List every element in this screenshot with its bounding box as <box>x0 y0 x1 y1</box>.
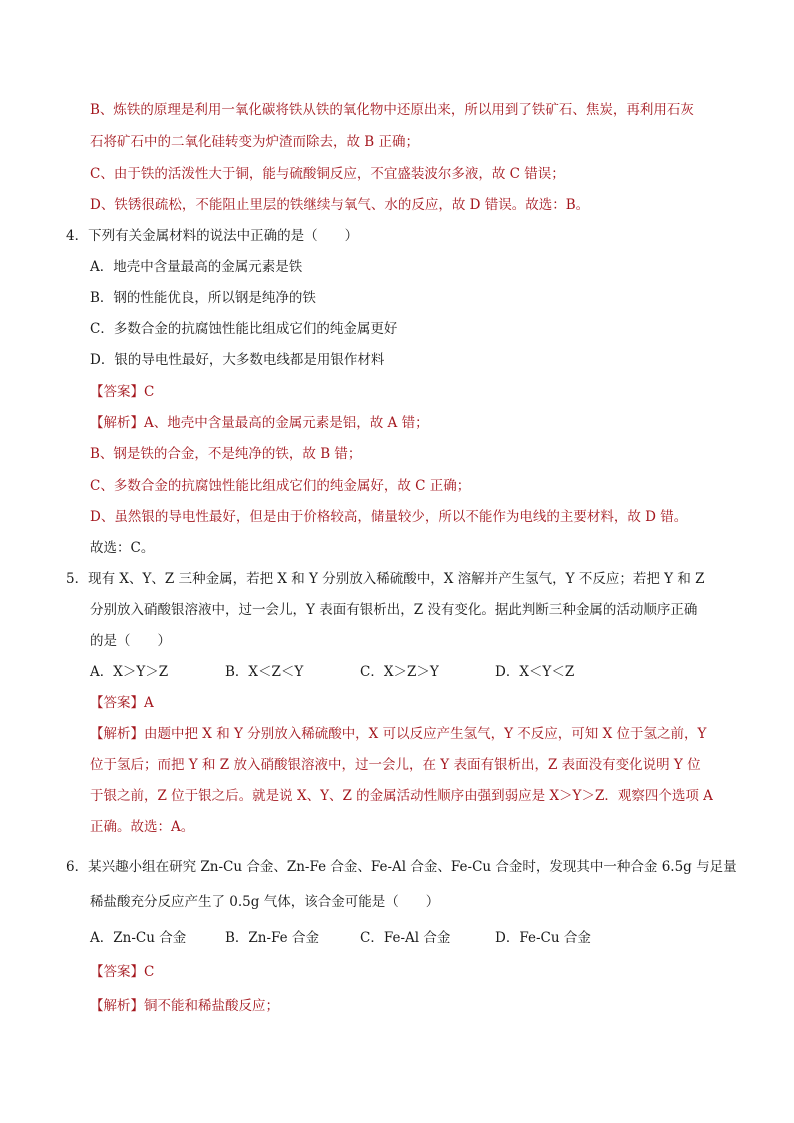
q3-analysis-b-line1: B、炼铁的原理是利用一氧化碳将铁从铁的氧化物中还原出来，所以用到了铁矿石、焦炭，再利用石灰 <box>90 102 694 118</box>
q5-stem-line: 5．现有 X、Y、Z 三种金属，若把 X 和 Y 分别放入稀硫酸中，X 溶解并产生氢气，Y 不反应；若把 Y 和 Z <box>66 571 705 587</box>
q4-analysis-line: B、钢是铁的合金，不是纯净的铁，故 B 错； <box>90 446 362 462</box>
q4-analysis-line: C、多数合金的抗腐蚀性能比组成它们的纯金属好，故 C 正确； <box>90 478 471 494</box>
q4-option-a: A．地壳中含量最高的金属元素是铁 <box>90 259 303 275</box>
q5-stem-line: 的是（ ） <box>90 633 171 649</box>
q5-analysis-line: 位于氢后；而把 Y 和 Z 放入硝酸银溶液中，过一会儿，在 Y 表面有银析出，Z 表面没有变化说明 Y 位 <box>90 757 701 773</box>
q6-option-b: B．Zn-Fe 合金 <box>225 930 319 946</box>
q6-answer: 【答案】C <box>90 964 155 980</box>
q5-answer: 【答案】A <box>90 695 154 711</box>
q6-analysis-line: 【解析】铜不能和稀盐酸反应； <box>90 998 279 1014</box>
q5-analysis-line: 于银之前，Z 位于银之后。就是说 X、Y、Z 的金属活动性顺序由强到弱应是 X＞Y＞Z．观察四个选项 A <box>90 788 713 804</box>
q6-stem-line: 6．某兴趣小组在研究 Zn-Cu 合金、Zn-Fe 合金、Fe-Al 合金、Fe-Cu 合金时，发现其中一种合金 6.5g 与足量 <box>66 859 737 875</box>
q6-option-a: A．Zn-Cu 合金 <box>90 930 187 946</box>
q4-analysis-line: 故选：C。 <box>90 540 155 556</box>
q4-option-b: B．钢的性能优良，所以钢是纯净的铁 <box>90 290 316 306</box>
q5-analysis-line: 正确。故选：A。 <box>90 819 195 835</box>
q5-analysis-line: 【解析】由题中把 X 和 Y 分别放入稀硫酸中，X 可以反应产生氢气，Y 不反应，可知 X 位于氢之前，Y <box>90 726 707 742</box>
q4-stem: 4．下列有关金属材料的说法中正确的是（ ） <box>66 228 359 244</box>
q3-analysis-c: C、由于铁的活泼性大于铜，能与硫酸铜反应，不宜盛装波尔多液，故 C 错误； <box>90 166 565 182</box>
q6-options-row <box>90 928 591 948</box>
q4-analysis-line: D、虽然银的导电性最好，但是由于价格较高，储量较少，所以不能作为电线的主要材料，故 D 错。 <box>90 509 688 525</box>
q4-option-c: C．多数合金的抗腐蚀性能比组成它们的纯金属更好 <box>90 321 398 337</box>
q5-option-b: B．X＜Z＜Y <box>225 664 304 680</box>
q4-answer: 【答案】C <box>90 384 155 400</box>
q6-option-c: C．Fe-Al 合金 <box>360 930 451 946</box>
q5-option-a: A．X＞Y＞Z <box>90 664 169 680</box>
q3-analysis-b-line2: 石将矿石中的二氧化硅转变为炉渣而除去，故 B 正确； <box>90 134 420 150</box>
q6-option-d: D．Fe-Cu 合金 <box>495 930 591 946</box>
q4-option-d: D．银的导电性最好，大多数电线都是用银作材料 <box>90 352 385 368</box>
q5-option-c: C．X＞Z＞Y <box>360 664 439 680</box>
q5-options-row <box>90 662 574 682</box>
q4-analysis-line: 【解析】A、地壳中含量最高的金属元素是铝，故 A 错； <box>90 415 429 431</box>
q6-stem-line: 稀盐酸充分反应产生了 0.5g 气体，该合金可能是（ ） <box>90 894 440 910</box>
q3-analysis-d: D、铁锈很疏松，不能阻止里层的铁继续与氧气、水的反应，故 D 错误。故选：B。 <box>90 197 590 213</box>
q5-stem-line: 分别放入硝酸银溶液中，过一会儿，Y 表面有银析出，Z 没有变化。据此判断三种金属的活动顺序正确 <box>90 602 698 618</box>
q5-option-d: D．X＜Y＜Z <box>495 664 575 680</box>
